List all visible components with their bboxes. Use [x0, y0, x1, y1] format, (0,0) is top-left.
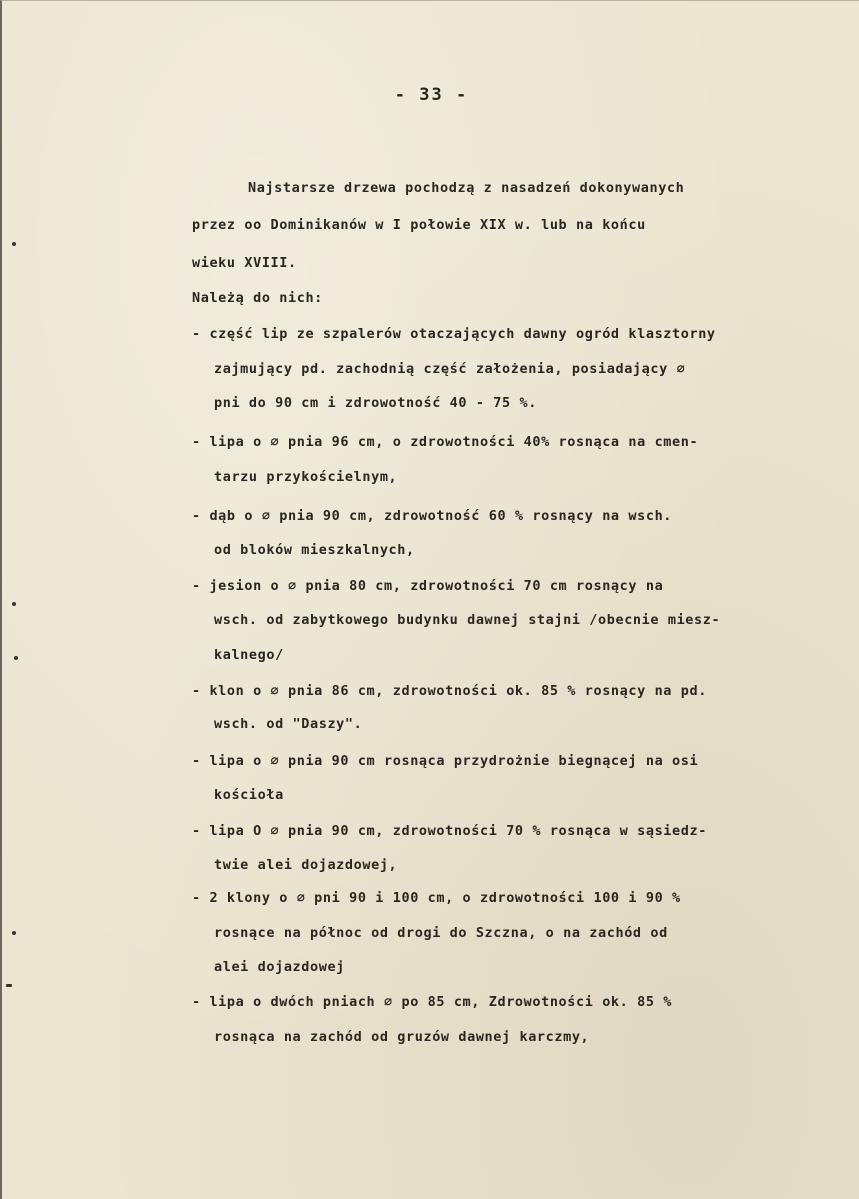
list-item-line: - lipa o ∅ pnia 90 cm rosnąca przydrożnie biegnącej na osi	[192, 753, 699, 769]
list-item-line: - dąb o ∅ pnia 90 cm, zdrowotność 60 % rosnący na wsch.	[192, 508, 673, 524]
intro-line: Należą do nich:	[192, 290, 323, 306]
list-item-line: rosnąca na zachód od gruzów dawnej karczmy,	[214, 1029, 590, 1045]
list-item-line: - lipa o dwóch pniach ∅ po 85 cm, Zdrowotności ok. 85 %	[192, 994, 673, 1010]
margin-mark	[12, 602, 16, 606]
list-item-line: kościoła	[214, 787, 284, 803]
list-item-line: - lipa o ∅ pnia 96 cm, o zdrowotności 40% rosnąca na cmen-	[192, 434, 699, 450]
page-number: - 33 -	[394, 85, 469, 105]
margin-mark	[14, 656, 18, 660]
list-item-line: - lipa O ∅ pnia 90 cm, zdrowotności 70 % rosnąca w sąsiedz-	[192, 823, 707, 839]
intro-line: Najstarsze drzewa pochodzą z nasadzeń dokonywanych	[248, 180, 685, 196]
list-item-line: - 2 klony o ∅ pni 90 i 100 cm, o zdrowotności 100 i 90 %	[192, 890, 681, 906]
list-item-line: - jesion o ∅ pnia 80 cm, zdrowotności 70 cm rosnący na	[192, 578, 664, 594]
list-item-line: tarzu przykościelnym,	[214, 469, 398, 485]
list-item-line: zajmujący pd. zachodnią część założenia, posiadający ∅	[214, 361, 686, 377]
margin-mark	[12, 931, 16, 935]
list-item-line: od bloków mieszkalnych,	[214, 542, 415, 558]
list-item-line: alei dojazdowej	[214, 959, 345, 975]
list-item-line: - część lip ze szpalerów otaczających dawny ogród klasztorny	[192, 326, 716, 342]
list-item-line: pni do 90 cm i zdrowotność 40 - 75 %.	[214, 395, 537, 411]
list-item-line: kalnego/	[214, 647, 284, 663]
intro-line: przez oo Dominikanów w I połowie XIX w. lub na końcu	[192, 217, 646, 233]
list-item-line: rosnące na północ od drogi do Szczna, o na zachód od	[214, 925, 668, 941]
margin-mark	[12, 242, 16, 246]
list-item-line: wsch. od "Daszy".	[214, 716, 363, 732]
list-item-line: - klon o ∅ pnia 86 cm, zdrowotności ok. 85 % rosnący na pd.	[192, 683, 707, 699]
intro-line: wieku XVIII.	[192, 255, 297, 271]
list-item-line: twie alei dojazdowej,	[214, 857, 398, 873]
margin-mark	[6, 984, 12, 987]
list-item-line: wsch. od zabytkowego budynku dawnej stajni /obecnie miesz-	[214, 612, 721, 628]
